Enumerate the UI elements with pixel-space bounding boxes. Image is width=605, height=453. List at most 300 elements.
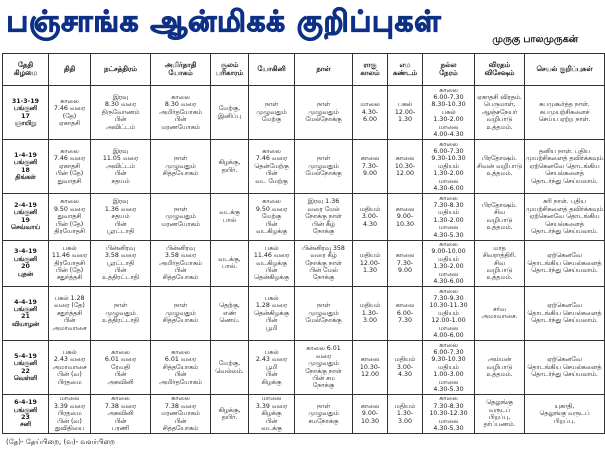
cell-line: காலை [439, 341, 458, 349]
cell-line: செவ்வாய் [10, 224, 41, 232]
table-cell [423, 240, 475, 286]
table-cell [49, 286, 91, 340]
table-cell [211, 395, 249, 434]
cell-line: 2.43 வரை [53, 356, 86, 364]
cell-line: வியாழன் [11, 320, 40, 328]
cell-line: காலை [360, 356, 380, 364]
cell-line: 1.30-2.00 [433, 263, 464, 271]
cell-line: மாலை [438, 270, 459, 278]
cell-line: பின் (தே) [55, 220, 84, 228]
column-header-line: செயல் குறிப்புகள் [536, 64, 593, 73]
table-row [3, 240, 605, 286]
cell-line: காலை [111, 348, 130, 356]
cell-line: பிறப்பு. [553, 417, 576, 425]
table-cell [249, 240, 295, 286]
cell-line: அமாவாசை. [481, 313, 518, 321]
cell-line: தொடர்ந்து செய்யலாம். [531, 227, 598, 235]
date-cell [3, 286, 49, 340]
cell-line: பின் (தே) [55, 266, 84, 274]
table-cell [525, 341, 605, 395]
cell-line: 9.00- [396, 213, 414, 221]
cell-line: பின் சம [312, 374, 335, 382]
cell-line: இரவு 1.36 [307, 198, 340, 206]
cell-line: ணெய். [219, 317, 240, 325]
cell-line: பங்குனி [13, 255, 38, 263]
cell-line: 9.00 [362, 170, 378, 178]
cell-line: பின் [114, 417, 127, 425]
cell-line: உத்தமம். [486, 371, 513, 379]
table-cell [388, 240, 423, 286]
cell-line: தென்கிழக்கு [254, 309, 289, 317]
cell-line: வடக்கு [219, 209, 240, 217]
cell-line: மேற்கு [261, 116, 282, 124]
table-cell [295, 86, 353, 140]
cell-line: ஏற்கெனவே தொடங்கிய [529, 213, 600, 221]
table-cell [388, 86, 423, 140]
cell-line: வருடப் [488, 406, 511, 414]
cell-line: ஏகாதசி விரதம். [477, 93, 522, 101]
table-cell [211, 341, 249, 395]
cell-line: 1.30-2.00 [433, 116, 464, 124]
cell-line: 7.46 வரை [53, 155, 86, 163]
cell-line: தனிய நாள். புதிய [538, 147, 591, 155]
cell-line: 1.36 வரை [104, 205, 137, 213]
table-cell [151, 140, 211, 194]
cell-line: பின் [265, 317, 278, 325]
cell-line: பங்குனி [13, 306, 38, 314]
cell-line: அசுவினி [107, 378, 134, 386]
cell-line: முழுவதும் [105, 309, 136, 317]
date-cell [3, 194, 49, 240]
cell-line: நாள் [264, 101, 278, 109]
cell-line: பூரட்டாதி [106, 227, 135, 235]
cell-line: பின் [63, 317, 76, 325]
cell-line: மதியம் [438, 162, 459, 170]
column-header [353, 54, 388, 86]
column-header-line: காலம் [360, 68, 380, 77]
cell-line: மதியம் [359, 205, 381, 213]
cell-line: பின்னிரவு [106, 244, 135, 252]
cell-line: காலை [111, 395, 130, 403]
table-cell [249, 140, 295, 194]
cell-line: 11.46 வரை [51, 252, 88, 260]
table-cell [91, 286, 151, 340]
cell-line: அமாவாசை [52, 363, 87, 371]
table-cell [249, 395, 295, 434]
cell-line: இரவு [112, 198, 129, 206]
cell-line: பின் [265, 266, 278, 274]
cell-line: 6.01 வரை [104, 356, 137, 364]
cell-line: தெலுங்கு வருடப் [539, 410, 590, 418]
cell-line: மாலை [438, 123, 459, 131]
cell-line: காலை [262, 147, 281, 155]
column-header [295, 54, 353, 86]
cell-line: பின்னிரவு [166, 244, 195, 252]
table-cell [353, 240, 388, 286]
cell-line: பின் (வ) [57, 371, 82, 379]
cell-line: தொடர்ந்து செய்யலாம். [531, 317, 598, 325]
cell-line: 7.38 வரை [104, 402, 137, 410]
cell-line: 6.00- [396, 309, 414, 317]
cell-line: 4-4-19 [14, 298, 37, 306]
cell-line: 8.30 வரை [104, 101, 137, 109]
cell-line: 6.01 வரை [164, 356, 197, 364]
cell-line: உத்திரட்டாதி [102, 274, 139, 282]
table-cell [151, 194, 211, 240]
table-cell [388, 286, 423, 340]
cell-line: பங்குனி [13, 406, 38, 414]
cell-line: ஏகாதசி [58, 162, 81, 170]
cell-line: வடகிழக்கு [256, 227, 287, 235]
cell-line: திருவோணம் [101, 108, 140, 116]
column-header [388, 54, 423, 86]
cell-line: 10.30 [395, 220, 415, 228]
cell-line: திங்கள் [15, 173, 36, 181]
cell-line: பின் [114, 116, 127, 124]
cell-line: காலை [439, 395, 458, 403]
table-row [3, 395, 605, 434]
cell-line: சிவ [494, 209, 505, 217]
cell-line: 8.30-10.30 [431, 101, 466, 109]
cell-line: 5-4-19 [14, 352, 37, 360]
cell-line: ஏற்கெனவே [547, 252, 582, 260]
table-row [3, 286, 605, 340]
table-row [3, 86, 605, 140]
cell-line: செயல்களைத் [545, 170, 584, 178]
page-title: பஞ்சாங்க ஆன்மிகக் குறிப்புகள் [6, 4, 442, 38]
cell-line: முழுவதும் [165, 309, 196, 317]
cell-line: 4.30 [397, 371, 413, 379]
cell-line: 7.30-9.30 [433, 294, 464, 302]
table-cell [475, 395, 525, 434]
cell-line: 4.30- [361, 108, 379, 116]
cell-line: உத்தமம். [486, 170, 513, 178]
cell-line: கிழக்கு [261, 378, 282, 386]
cell-line: நாள் [316, 402, 330, 410]
cell-line: 4.00-6.00 [433, 332, 464, 340]
cell-line: 1.28 வரை [255, 302, 288, 310]
cell-line: 6.00 [362, 116, 378, 124]
cell-line: முழுவதும் [308, 410, 339, 418]
cell-line: காலை 6.01 [306, 345, 341, 353]
cell-line: வடக்கு, [218, 255, 241, 263]
cell-line: பூமி [265, 363, 278, 371]
cell-line: 1.30 [397, 116, 413, 124]
table-cell [295, 341, 353, 395]
cell-line: 4.30-6.00 [433, 278, 464, 286]
cell-line: பங்குனி [13, 159, 38, 167]
cell-line: 6.00-7.30 [433, 147, 464, 155]
cell-line: மரணயோகம் [161, 220, 200, 228]
cell-line: முழுவதும் [308, 162, 339, 170]
date-cell [3, 140, 49, 194]
table-cell [353, 286, 388, 340]
cell-line: காலை [395, 205, 415, 213]
cell-line: 9.50 வரை [255, 205, 288, 213]
cell-line: பிரதோஷம். [482, 201, 517, 209]
cell-line: 3.58 வரை [104, 252, 137, 260]
table-cell [295, 286, 353, 340]
table-cell [353, 140, 388, 194]
cell-line: 22 [21, 367, 30, 375]
cell-line: தொடர்ந்து செய்யலாம். [531, 266, 598, 274]
cell-line: 1.30-2.00 [433, 170, 464, 178]
table-cell [295, 140, 353, 194]
cell-line: பால் [222, 216, 237, 224]
cell-line: 9.00-10.00 [431, 248, 466, 256]
column-header [423, 54, 475, 86]
cell-line: சித்தயோகம் [162, 274, 199, 282]
cell-line: ஏற்கெனவே தொடங்கிய [529, 162, 600, 170]
cell-line: மேற்கு [261, 213, 282, 221]
table-cell [388, 194, 423, 240]
table-cell [353, 341, 388, 395]
cell-line: 12.00- [394, 108, 416, 116]
cell-line: பெருமாள், [483, 101, 516, 109]
cell-line: சித்தயோகம் [162, 170, 199, 178]
column-header [49, 54, 91, 86]
cell-line: நாள் [316, 155, 330, 163]
cell-line: காலை [439, 287, 458, 295]
table-cell [249, 286, 295, 340]
footnote: (தே)- தேய்பிறை, (வ)- வளர்பிறை [6, 438, 115, 446]
cell-line: கரி நாள். புதிய [543, 198, 586, 206]
cell-line: உத்தமம். [486, 224, 513, 232]
cell-line: 7.30- [396, 259, 414, 267]
cell-line: பகல் [62, 348, 77, 356]
cell-line: கிழக்கு [261, 410, 282, 418]
cell-line: 6-4-19 [14, 399, 37, 407]
cell-line: 10.30 [360, 417, 380, 425]
column-header-line: தேதி [17, 60, 34, 69]
cell-line: சதயம் [111, 213, 130, 221]
cell-line: இனிப்பு [217, 112, 242, 120]
cell-line: 11.46 வரை [253, 252, 290, 260]
date-cell [3, 86, 49, 140]
table-cell [151, 286, 211, 340]
cell-line: பால். [221, 263, 238, 271]
cell-line: 6.00-7.30 [433, 93, 464, 101]
table-cell [353, 86, 388, 140]
cell-line: காலை [439, 140, 458, 148]
cell-line: 10.30- [394, 162, 416, 170]
column-header-line: நல்ல [440, 60, 457, 69]
cell-line: 4.30-5.30 [433, 386, 464, 394]
cell-line: 3.00- [361, 213, 379, 221]
column-header-line: சூலம் [220, 60, 239, 69]
column-header-line: நாள் [316, 64, 331, 73]
cell-line: மதியம் [359, 302, 381, 310]
cell-line: வரை [315, 352, 332, 360]
cell-line: பகல் 1.28 [54, 294, 85, 302]
table-row [3, 341, 605, 395]
cell-line: நாள் [113, 302, 127, 310]
table-cell [295, 395, 353, 434]
cell-line: பின் [174, 266, 187, 274]
column-header-line: அமிர்தாதி [164, 60, 197, 69]
table-cell [91, 194, 151, 240]
cell-line: உத்தமம். [486, 123, 513, 131]
cell-line: 3.39 வரை [53, 402, 86, 410]
cell-line: செய்ய ஏற்ற நாள். [538, 116, 591, 124]
cell-line: முயற்சிகளைத் தவிர்க்கவும். [526, 205, 605, 213]
cell-line: கிழக்கு, [218, 159, 241, 167]
cell-line: 8.30 வரை [164, 101, 197, 109]
cell-line: வெல்லம். [215, 367, 244, 375]
cell-line: காலை [171, 348, 190, 356]
cell-line: காலை [439, 86, 458, 94]
cell-line: தெலுங்கு [486, 399, 513, 407]
table-cell [295, 240, 353, 286]
cell-line: தயிர். [221, 414, 238, 422]
cell-line: வரை மேல் [307, 205, 340, 213]
cell-line: தொடர்ந்து செய்யலாம். [531, 371, 598, 379]
cell-line: முயற்சிகளைத் தவிர்க்கவும். [526, 155, 605, 163]
cell-line: அவிட்டம் [105, 162, 136, 170]
cell-line: பின் [265, 417, 278, 425]
author-name: முருகு பாலமுருகன் [492, 34, 578, 45]
cell-line: பகல் [264, 348, 279, 356]
cell-line: 3.39 வரை [255, 402, 288, 410]
cell-line: முழுவதும் [308, 360, 339, 368]
cell-line: சிவ [494, 259, 505, 267]
cell-line: ஏகாதசி [58, 119, 81, 127]
table-cell [423, 194, 475, 240]
table-cell [475, 86, 525, 140]
cell-line: சதயம் [111, 177, 130, 185]
cell-line: தொடங்கிய செயல்களைத் [527, 259, 602, 267]
cell-line: பின் கீழ் [312, 220, 335, 228]
cell-line: வடகிழக்கு [256, 259, 287, 267]
table-cell [211, 240, 249, 286]
cell-line: சுபமுயற்சிகளைச் [539, 108, 590, 116]
cell-line: தொடங்கிய செயல்களைத் [527, 363, 602, 371]
cell-line: பரணி [111, 425, 130, 433]
cell-line: 3.00 [397, 417, 413, 425]
cell-line: மாலை [438, 324, 459, 332]
cell-line: இரவு [112, 147, 129, 155]
cell-line: 20 [21, 263, 30, 271]
table-cell [151, 395, 211, 434]
cell-line: சிவன் வழிபாடு [477, 162, 522, 170]
table-cell [151, 240, 211, 286]
cell-line: தென்மேற்கு [254, 162, 289, 170]
cell-line: சர்வ [493, 306, 506, 314]
cell-line: பின் (வ) [57, 417, 82, 425]
table-cell [91, 240, 151, 286]
cell-line: ஏற்கெனவே [547, 356, 582, 364]
cell-line: பின் [114, 371, 127, 379]
cell-line: மாலை [438, 177, 459, 185]
cell-line: பிரதமை [57, 378, 82, 386]
column-header [475, 54, 525, 86]
cell-line: காலை [360, 402, 380, 410]
cell-line: பின் [174, 417, 187, 425]
cell-line: பின் [174, 371, 187, 379]
cell-line: 21 [21, 313, 30, 321]
column-header-line: யோகினி [257, 64, 286, 73]
table-cell [475, 140, 525, 194]
cell-line: வடக்கு [261, 425, 282, 433]
table-cell [525, 86, 605, 140]
cell-line: திரயோதசி [54, 227, 85, 235]
cell-line: 12.00- [359, 259, 381, 267]
cell-line: ஆஞ்சநேயர் [481, 108, 518, 116]
cell-line: நோக்கு நாள் [305, 259, 342, 267]
cell-line: காலை [60, 97, 79, 105]
column-header-line: கண்டம் [392, 68, 418, 77]
table-cell [475, 194, 525, 240]
cell-line: பிரதோஷம். [482, 155, 517, 163]
table-cell [475, 286, 525, 340]
cell-line: நோக்கு நாள் [305, 213, 342, 221]
cell-line: வழிபாடு [486, 363, 513, 371]
cell-line: 1.30 [362, 266, 378, 274]
table-cell [525, 240, 605, 286]
cell-line: காலை [171, 395, 190, 403]
cell-line: கிழக்கு, [218, 406, 241, 414]
table-cell [423, 86, 475, 140]
cell-line: 12.00 [395, 170, 415, 178]
cell-line: மேல்நோக்கு [305, 116, 342, 124]
cell-line: ஏற்கெனவே [547, 302, 582, 310]
cell-line: யுகாதி, [554, 402, 575, 410]
table-row [3, 194, 605, 240]
cell-line: 6.00-7.30 [433, 348, 464, 356]
cell-line: 4.30-6.00 [433, 185, 464, 193]
table-cell [91, 395, 151, 434]
cell-line: 2-4-19 [14, 201, 37, 209]
cell-line: மதியம் [438, 209, 459, 217]
cell-line: அமிர்தயோகம் [159, 108, 202, 116]
cell-line: 4.30-5.30 [433, 425, 464, 433]
panchangam-table [2, 53, 605, 434]
cell-line: புதன் [18, 270, 33, 278]
cell-line: சிவராத்திரி. [482, 252, 517, 260]
column-header-line: திதி [63, 64, 76, 73]
cell-line: 4.30-5.30 [433, 231, 464, 239]
cell-line: 3.00 [362, 317, 378, 325]
cell-line: முழுவதும் [256, 108, 287, 116]
cell-line: வரை (தே) [54, 302, 85, 310]
cell-line: வட மேற்கு [255, 177, 288, 185]
cell-line: நாள் [173, 205, 187, 213]
cell-line: 12.00 [360, 371, 380, 379]
cell-line: 1.30- [361, 309, 379, 317]
table-cell [91, 86, 151, 140]
cell-line: பின் [265, 371, 278, 379]
cell-line: 7.30-8.30 [433, 201, 464, 209]
cell-line: 10.30-12.30 [429, 410, 468, 418]
table-cell [475, 240, 525, 286]
cell-line: மாலை [59, 395, 80, 403]
cell-line: காலை [395, 252, 415, 260]
date-cell [3, 395, 49, 434]
cell-line: பூரட்டாதி [106, 259, 135, 267]
cell-line: 4.00-4.30 [433, 131, 464, 139]
cell-line: முழுவதும் [308, 108, 339, 116]
cell-line: மேல்நோக்கு [305, 317, 342, 325]
cell-line: பிரதமை [57, 410, 82, 418]
table-cell [151, 341, 211, 395]
cell-line: மேல்நோக்கு [305, 170, 342, 178]
cell-line: நாள் [316, 302, 330, 310]
cell-line: மாலை [438, 224, 459, 232]
cell-line: 23 [21, 414, 30, 422]
cell-line: உத்திரட்டாதி [102, 317, 139, 325]
cell-line: பின் மேல் [309, 266, 338, 274]
cell-line: 10.30- [359, 363, 381, 371]
